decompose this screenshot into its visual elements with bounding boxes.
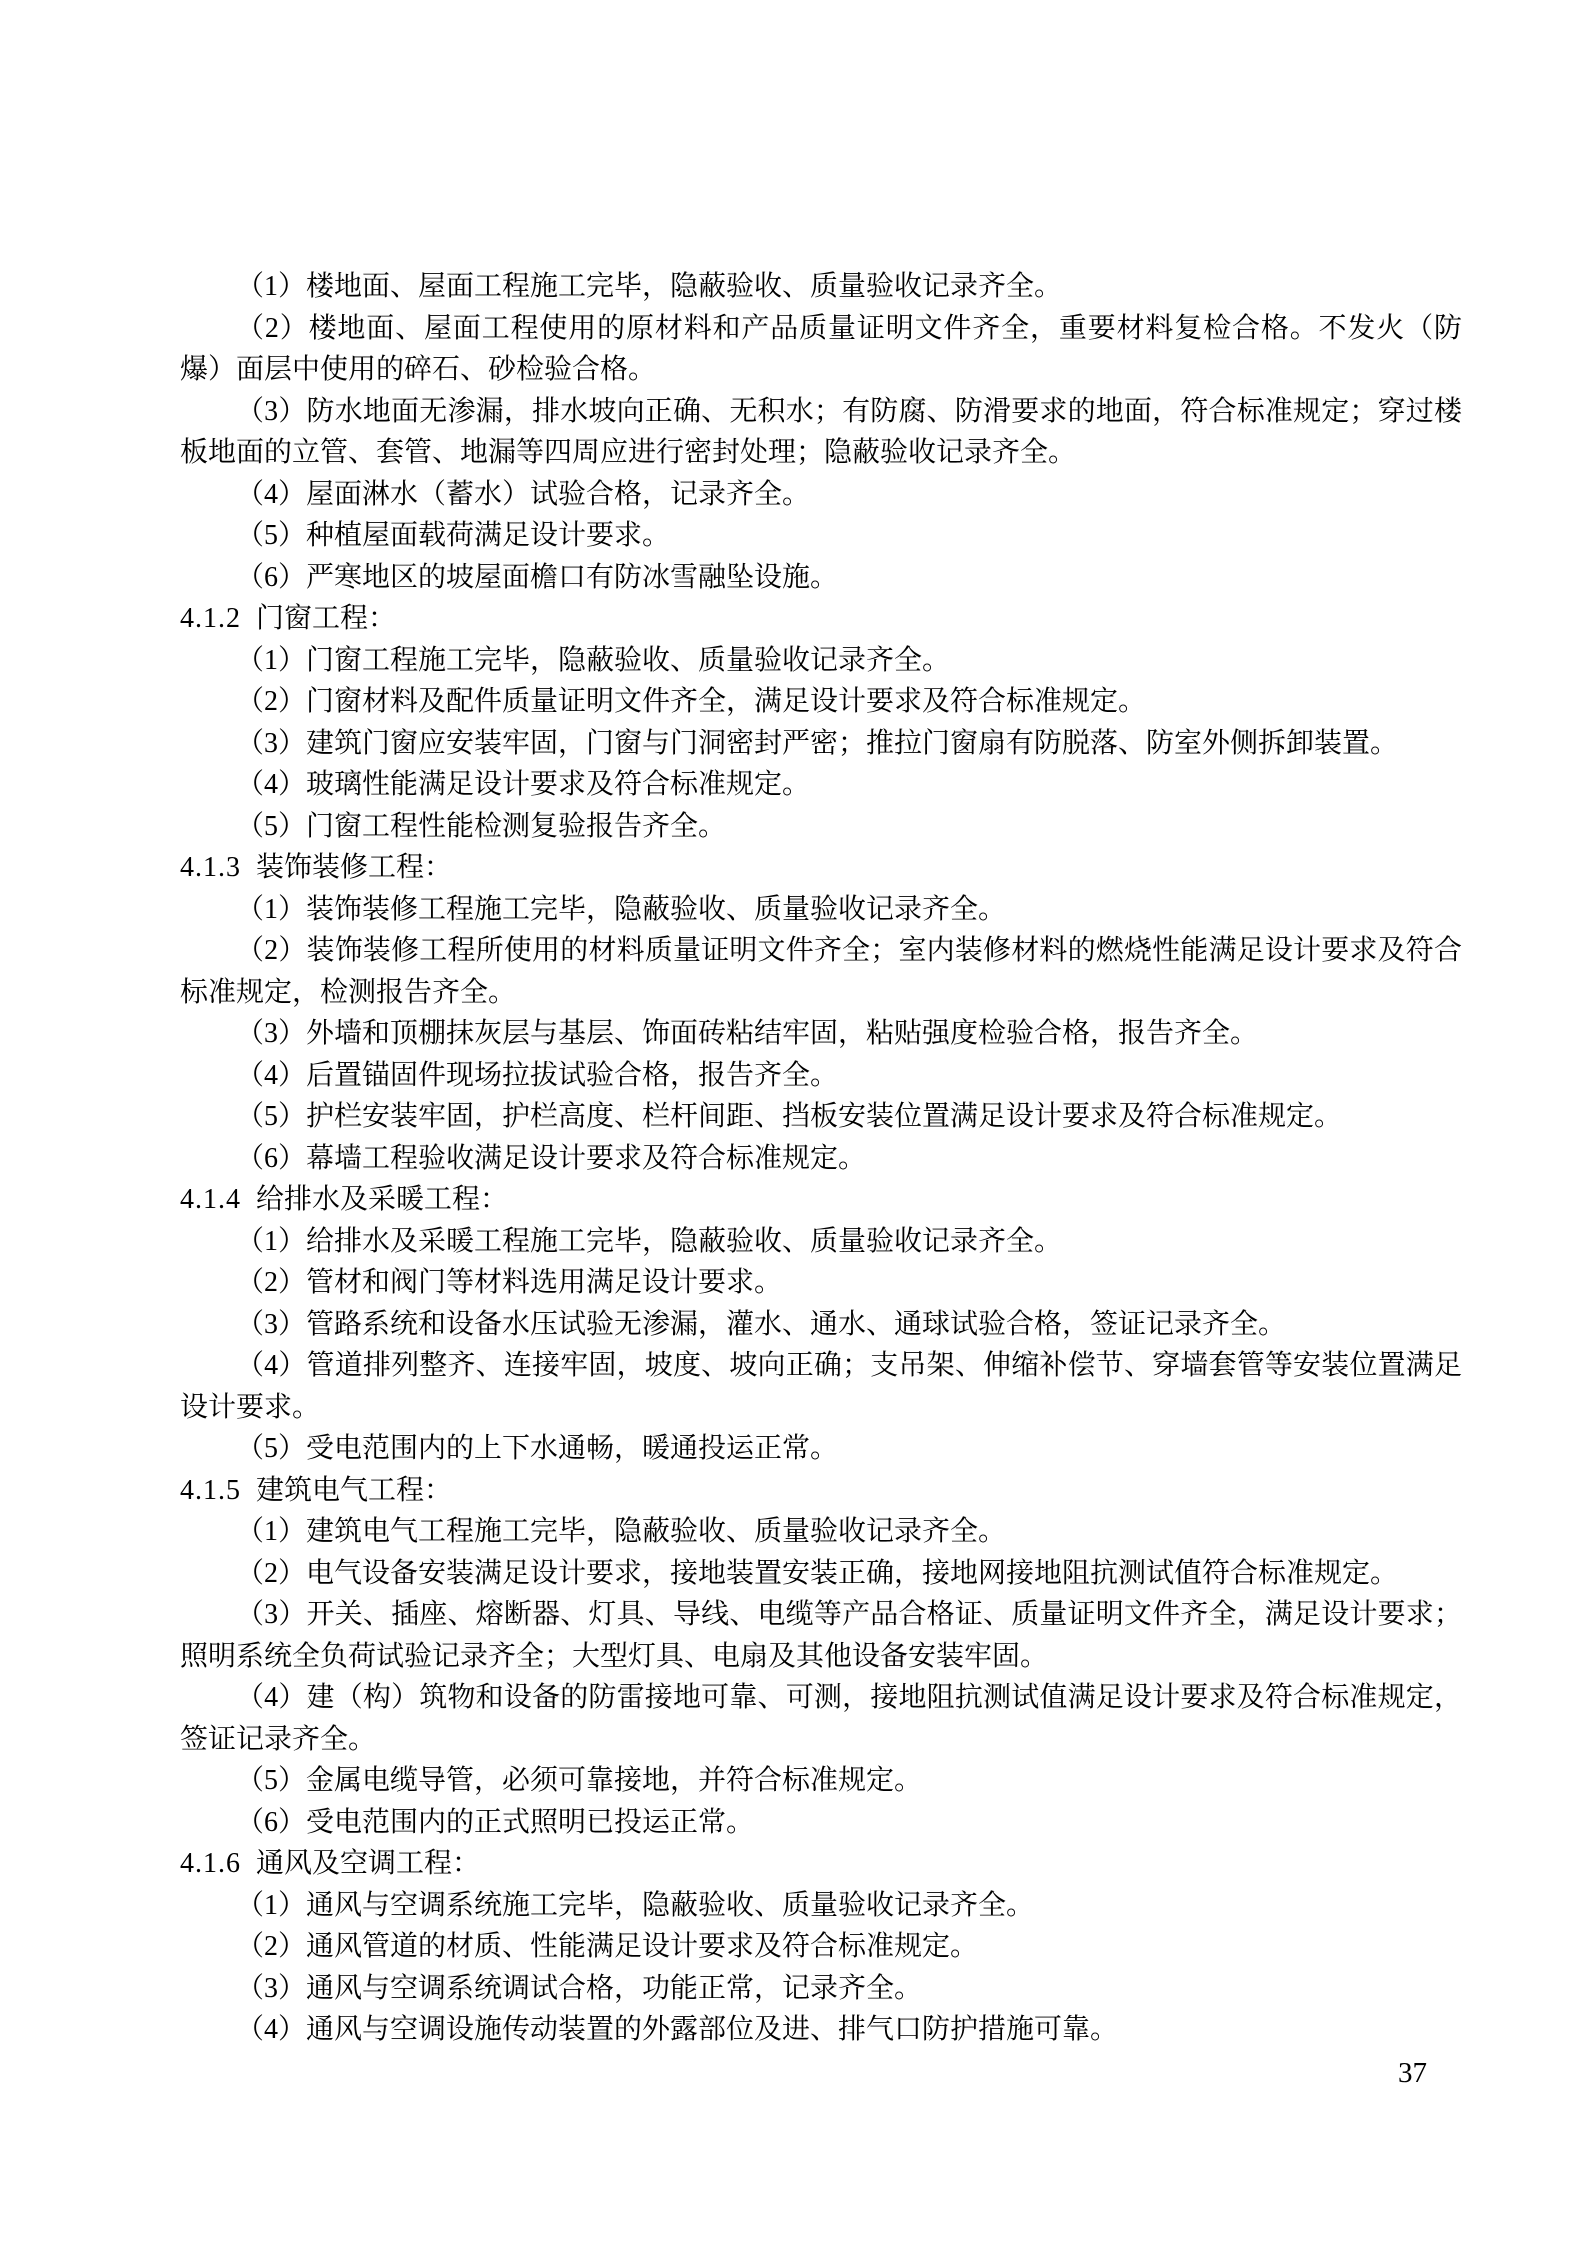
clause-paragraph: （1）门窗工程施工完毕，隐蔽验收、质量验收记录齐全。 [236, 644, 951, 676]
section-heading-4.1.4 [180, 1179, 1462, 1221]
clause-paragraph: （1）建筑电气工程施工完毕，隐蔽验收、质量验收记录齐全。 [236, 1516, 1007, 1547]
clause-paragraph: （6）严寒地区的坡屋面檐口有防冰雪融坠设施。 [236, 561, 839, 593]
section-title: 通风及空调工程： [256, 1848, 481, 1879]
clause-paragraph: （4）后置锚固件现场拉拔试验合格，报告齐全。 [236, 1059, 839, 1091]
section-heading-4.1.5 [180, 1470, 1462, 1512]
clause-paragraph: （6）幕墙工程验收满足设计要求及符合标准规定。 [236, 1142, 867, 1174]
clause-paragraph: （1）装饰装修工程施工完毕，隐蔽验收、质量验收记录齐全。 [236, 893, 1007, 925]
section-title: 建筑电气工程： [256, 1474, 453, 1506]
clause-paragraph: （1）通风与空调系统施工完毕，隐蔽验收、质量验收记录齐全。 [236, 1889, 1035, 1921]
section-number: 4.1.4 [180, 1184, 241, 1215]
clause-paragraph: （5）种植屋面载荷满足设计要求。 [236, 520, 671, 551]
section-heading-4.1.6 [180, 1843, 1462, 1885]
clause-paragraph: （5）金属电缆导管，必须可靠接地，并符合标准规定。 [236, 1765, 923, 1796]
clause-paragraph: （2）装饰装修工程所使用的材料质量证明文件齐全；室内装修材料的燃烧性能满足设计要求及符合标准规定，检测报告齐全。 [180, 935, 1462, 1008]
clause-paragraph: （3）管路系统和设备水压试验无渗漏，灌水、通水、通球试验合格，签证记录齐全。 [236, 1308, 1287, 1340]
page-number: 37 [1398, 2057, 1427, 2089]
clause-paragraph: （1）给排水及采暖工程施工完毕，隐蔽验收、质量验收记录齐全。 [236, 1225, 1063, 1257]
section-number: 4.1.5 [180, 1474, 241, 1506]
clause-paragraph: （3）外墙和顶棚抹灰层与基层、饰面砖粘结牢固，粘贴强度检验合格，报告齐全。 [236, 1018, 1259, 1049]
clause-paragraph: （1）楼地面、屋面工程施工完毕，隐蔽验收、质量验收记录齐全。 [236, 271, 1063, 302]
clause-paragraph: （5）门窗工程性能检测复验报告齐全。 [236, 810, 727, 842]
clause-paragraph: （3）通风与空调系统调试合格，功能正常，记录齐全。 [236, 1972, 923, 2004]
clause-paragraph: （3）防水地面无渗漏，排水坡向正确、无积水；有防腐、防滑要求的地面，符合标准规定；穿过楼板地面的立管、套管、地漏等四周应进行密封处理；隐蔽验收记录齐全。 [180, 395, 1462, 468]
clause-paragraph: （4）玻璃性能满足设计要求及符合标准规定。 [236, 769, 811, 800]
clause-paragraph: （5）护栏安装牢固，护栏高度、栏杆间距、挡板安装位置满足设计要求及符合标准规定。 [236, 1101, 1343, 1132]
clause-paragraph: （4）屋面淋水（蓄水）试验合格，记录齐全。 [236, 478, 811, 510]
clause-paragraph: （2）门窗材料及配件质量证明文件齐全，满足设计要求及符合标准规定。 [236, 686, 1147, 717]
section-number: 4.1.2 [180, 603, 241, 634]
section-title: 装饰装修工程： [256, 852, 453, 883]
section-title: 门窗工程： [256, 603, 397, 634]
section-heading-4.1.3 [180, 847, 1462, 889]
clause-paragraph: （2）楼地面、屋面工程使用的原材料和产品质量证明文件齐全，重要材料复检合格。不发火（防爆）面层中使用的碎石、砂检验合格。 [180, 312, 1462, 385]
clause-paragraph: （6）受电范围内的正式照明已投运正常。 [236, 1806, 755, 1838]
clause-paragraph: （2）通风管道的材质、性能满足设计要求及符合标准规定。 [236, 1931, 979, 1962]
clause-paragraph: （4）建（构）筑物和设备的防雷接地可靠、可测，接地阻抗测试值满足设计要求及符合标准规定，签证记录齐全。 [180, 1682, 1462, 1755]
clause-paragraph: （3）开关、插座、熔断器、灯具、导线、电缆等产品合格证、质量证明文件齐全，满足设计要求；照明系统全负荷试验记录齐全；大型灯具、电扇及其他设备安装牢固。 [180, 1599, 1462, 1672]
section-heading-4.1.2 [180, 598, 1462, 640]
clause-paragraph: （2）管材和阀门等材料选用满足设计要求。 [236, 1267, 783, 1298]
document-body [180, 266, 1462, 2051]
clause-paragraph: （4）管道排列整齐、连接牢固，坡度、坡向正确；支吊架、伸缩补偿节、穿墙套管等安装位置满足设计要求。 [180, 1350, 1462, 1423]
clause-paragraph: （2）电气设备安装满足设计要求，接地装置安装正确，接地网接地阻抗测试值符合标准规定。 [236, 1557, 1399, 1589]
section-title: 给排水及采暖工程： [256, 1184, 509, 1215]
section-number: 4.1.6 [180, 1848, 241, 1879]
clause-paragraph: （3）建筑门窗应安装牢固，门窗与门洞密封严密；推拉门窗扇有防脱落、防室外侧拆卸装置。 [236, 727, 1399, 759]
clause-paragraph: （4）通风与空调设施传动装置的外露部位及进、排气口防护措施可靠。 [236, 2014, 1119, 2045]
clause-paragraph: （5）受电范围内的上下水通畅，暖通投运正常。 [236, 1433, 839, 1464]
section-number: 4.1.3 [180, 852, 241, 883]
